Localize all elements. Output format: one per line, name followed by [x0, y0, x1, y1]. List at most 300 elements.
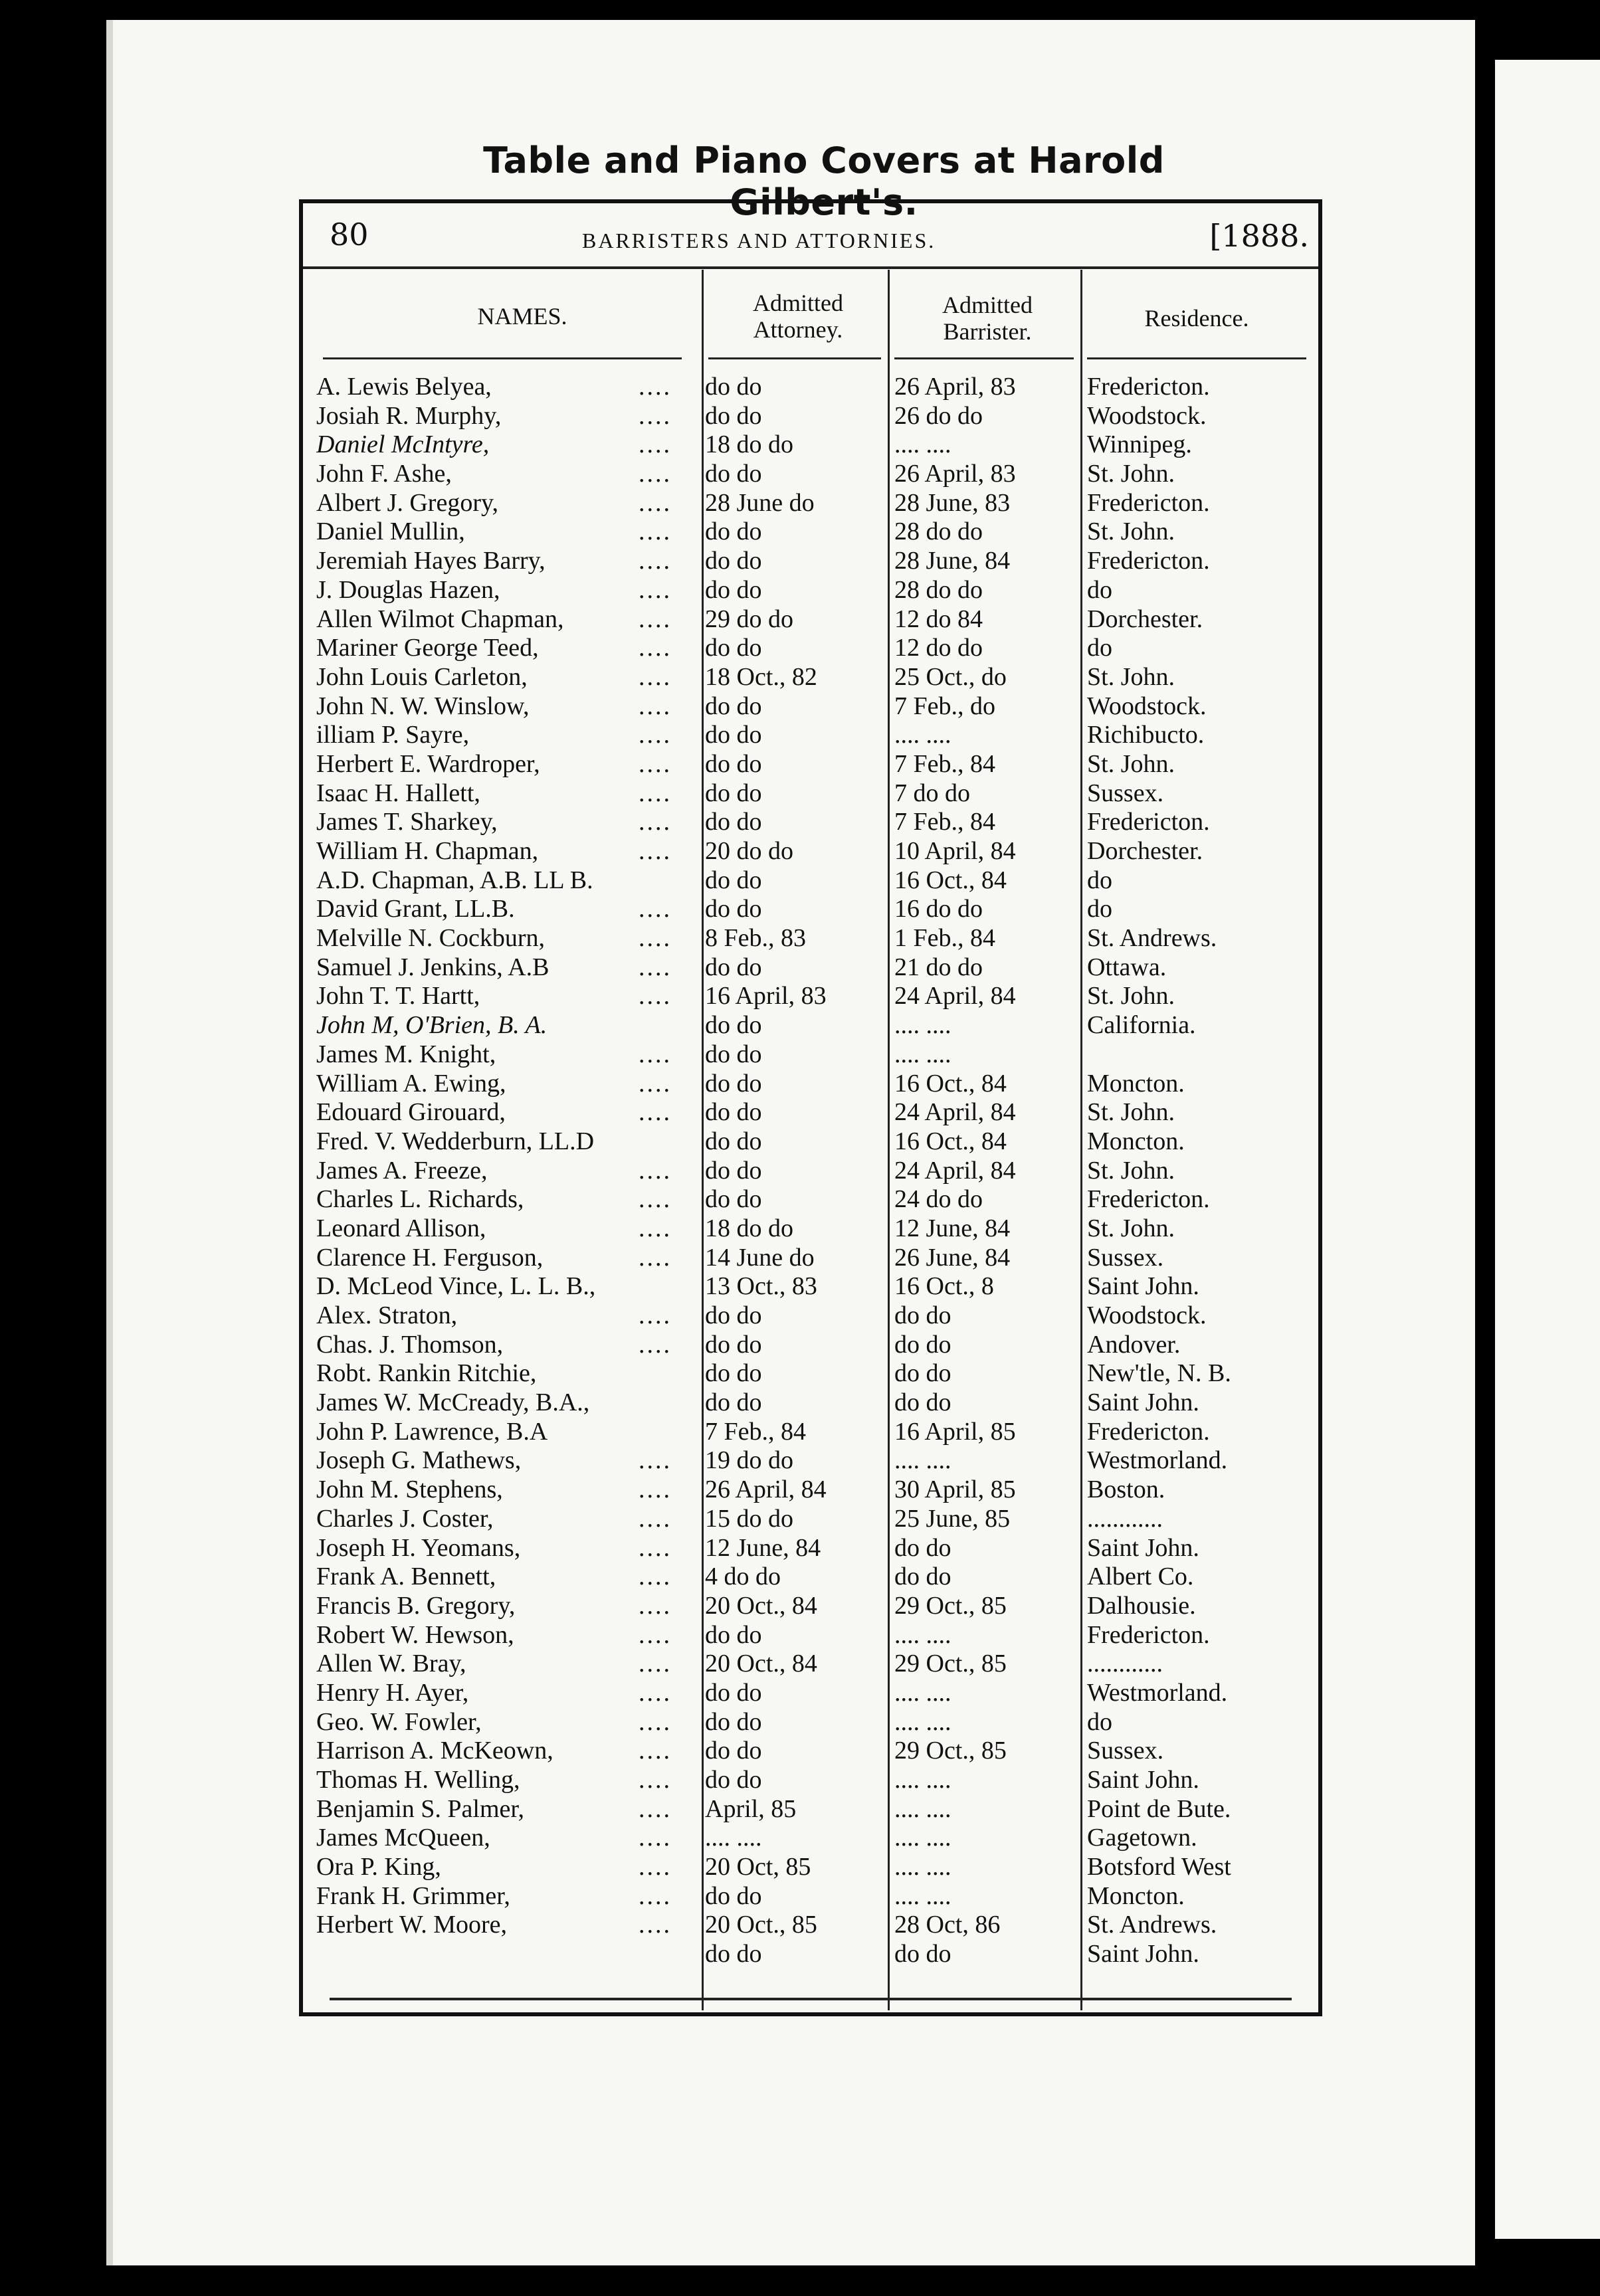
table-row	[303, 1505, 1318, 1534]
admitted-barrister: 16 April, 85	[894, 1417, 1016, 1446]
admitted-attorney: 12 June, 84	[705, 1533, 821, 1562]
admitted-attorney: do do	[705, 460, 762, 488]
entry-name: Ora P. King,	[316, 1853, 441, 1881]
table-row	[303, 1766, 1318, 1795]
leader-dots: ....	[639, 430, 672, 459]
table-row	[303, 721, 1318, 750]
leader-dots: ....	[639, 1911, 672, 1939]
admitted-barrister: 26 April, 83	[894, 460, 1016, 488]
column-header-barrister	[901, 292, 1074, 345]
leader-dots: ....	[639, 953, 672, 981]
entry-name: Thomas H. Welling,	[316, 1766, 520, 1794]
residence: Fredericton.	[1087, 1417, 1210, 1446]
entry-name: David Grant, LL.B.	[316, 895, 515, 923]
residence: do	[1087, 1707, 1112, 1736]
entry-name: Edouard Girouard,	[316, 1098, 506, 1127]
table-row	[303, 779, 1318, 809]
admitted-attorney: do do	[705, 401, 762, 430]
admitted-attorney: 7 Feb., 84	[705, 1417, 806, 1446]
residence: Woodstock.	[1087, 692, 1207, 720]
table-row	[303, 1272, 1318, 1301]
column-header-attorney	[715, 290, 881, 343]
leader-dots: ....	[639, 460, 672, 488]
table-row	[303, 430, 1318, 460]
table-row	[303, 576, 1318, 605]
admitted-attorney: 29 do do	[705, 605, 793, 633]
table-row	[303, 1708, 1318, 1737]
admitted-barrister: 28 do do	[894, 575, 983, 604]
admitted-barrister: .... ....	[894, 1011, 951, 1040]
admitted-barrister: 10 April, 84	[894, 837, 1016, 865]
leader-dots: ....	[639, 1678, 672, 1707]
table-frame	[299, 199, 1322, 2016]
table-row	[303, 1446, 1318, 1476]
top-advertisement: Table and Piano Covers at Harold Gilbert's.	[483, 140, 1165, 223]
entry-name: Harrison A. McKeown,	[316, 1737, 553, 1765]
admitted-attorney: do do	[705, 518, 762, 546]
admitted-barrister: do do	[894, 1563, 951, 1591]
residence: Richibucto.	[1087, 721, 1205, 749]
residence: Fredericton.	[1087, 808, 1210, 836]
table-row	[303, 1244, 1318, 1273]
entry-name: James T. Sharkey,	[316, 808, 498, 836]
residence: St. John.	[1087, 662, 1175, 691]
entry-name: Geo. W. Fowler,	[316, 1707, 482, 1736]
entry-name: Charles J. Coster,	[316, 1504, 494, 1533]
table-row	[303, 1940, 1318, 1969]
entry-name: James W. McCready, B.A.,	[316, 1388, 590, 1417]
admitted-attorney: do do	[705, 1185, 762, 1214]
leader-dots: ....	[639, 1069, 672, 1098]
leader-dots: ....	[639, 1766, 672, 1794]
admitted-attorney: 18 Oct., 82	[705, 662, 817, 691]
residence: St. John.	[1087, 460, 1175, 488]
admitted-attorney: do do	[705, 1040, 762, 1068]
table-row	[303, 1737, 1318, 1766]
residence: do	[1087, 866, 1112, 894]
admitted-attorney: do do	[705, 1388, 762, 1417]
admitted-barrister: 25 Oct., do	[894, 662, 1007, 691]
admitted-attorney: 20 Oct., 84	[705, 1650, 817, 1678]
admitted-attorney: do do	[705, 575, 762, 604]
residence: Botsford West	[1087, 1853, 1231, 1881]
table-row	[303, 1331, 1318, 1360]
admitted-barrister: do do	[894, 1533, 951, 1562]
entry-name: Frank A. Bennett,	[316, 1563, 496, 1591]
residence: do	[1087, 575, 1112, 604]
admitted-barrister: 7 Feb., 84	[894, 749, 995, 778]
residence: Fredericton.	[1087, 547, 1210, 575]
entry-name: William H. Chapman,	[316, 837, 539, 865]
leader-dots: ....	[639, 692, 672, 720]
admitted-attorney: 14 June do	[705, 1243, 815, 1272]
residence: Dorchester.	[1087, 605, 1203, 633]
admitted-barrister: 29 Oct., 85	[894, 1737, 1007, 1765]
entry-name: Fred. V. Wedderburn, LL.D	[316, 1127, 595, 1155]
column-header-names: NAMES.	[477, 303, 567, 330]
admitted-barrister: 16 Oct., 84	[894, 866, 1007, 894]
admitted-barrister: 7 Feb., 84	[894, 808, 995, 836]
admitted-attorney: do do	[705, 1301, 762, 1329]
table-row	[303, 1679, 1318, 1708]
entry-name: James A. Freeze,	[316, 1156, 488, 1185]
table-row	[303, 895, 1318, 924]
entry-name: Robert W. Hewson,	[316, 1620, 514, 1649]
entry-name: John T. T. Hartt,	[316, 982, 480, 1010]
table-row	[303, 1185, 1318, 1214]
admitted-barrister: .... ....	[894, 1040, 951, 1068]
admitted-attorney: do do	[705, 1359, 762, 1388]
admitted-barrister: 7 Feb., do	[894, 692, 995, 720]
entry-name: Josiah R. Murphy,	[316, 401, 502, 430]
entry-name: A. Lewis Belyea,	[316, 373, 492, 401]
column-header-barrister-line2: Barrister.	[943, 318, 1032, 345]
table-body	[303, 373, 1318, 1969]
entry-name: William A. Ewing,	[316, 1069, 506, 1098]
leader-dots: ....	[639, 518, 672, 546]
entry-name: Herbert W. Moore,	[316, 1911, 508, 1939]
residence: do	[1087, 895, 1112, 923]
table-row	[303, 1534, 1318, 1563]
leader-dots: ....	[639, 1563, 672, 1591]
leader-dots: ....	[639, 1476, 672, 1504]
entry-name: Herbert E. Wardroper,	[316, 749, 540, 778]
entry-name: Clarence H. Ferguson,	[316, 1243, 544, 1272]
admitted-barrister: do do	[894, 1359, 951, 1388]
table-row	[303, 373, 1318, 402]
admitted-barrister: .... ....	[894, 1678, 951, 1707]
table-row	[303, 1563, 1318, 1592]
table-row	[303, 1418, 1318, 1447]
table-row	[303, 547, 1318, 576]
admitted-attorney: do do	[705, 1678, 762, 1707]
leader-dots: ....	[639, 721, 672, 749]
residence: Saint John.	[1087, 1388, 1199, 1417]
admitted-barrister: 26 April, 83	[894, 373, 1016, 401]
admitted-attorney: do do	[705, 1620, 762, 1649]
table-row	[303, 1359, 1318, 1388]
admitted-barrister: 16 Oct., 84	[894, 1069, 1007, 1098]
entry-name: Melville N. Cockburn,	[316, 924, 546, 953]
entry-name: John F. Ashe,	[316, 460, 452, 488]
residence: Dalhousie.	[1087, 1591, 1196, 1620]
admitted-barrister: 24 April, 84	[894, 1156, 1016, 1185]
admitted-attorney: 19 do do	[705, 1446, 793, 1475]
residence: Woodstock.	[1087, 1301, 1207, 1329]
leader-dots: ....	[639, 1650, 672, 1678]
admitted-attorney: 18 do do	[705, 430, 793, 459]
leader-dots: ....	[639, 1591, 672, 1620]
admitted-barrister: 29 Oct., 85	[894, 1650, 1007, 1678]
table-row	[303, 489, 1318, 518]
entry-name: Daniel Mullin,	[316, 518, 465, 546]
admitted-barrister: 28 June, 84	[894, 547, 1011, 575]
entry-name: Allen Wilmot Chapman,	[316, 605, 564, 633]
admitted-barrister: 16 Oct., 84	[894, 1127, 1007, 1155]
admitted-barrister: 1 Feb., 84	[894, 924, 995, 953]
admitted-attorney: do do	[705, 866, 762, 894]
residence: Dorchester.	[1087, 837, 1203, 865]
entry-name: Daniel McIntyre,	[316, 430, 490, 459]
entry-name: illiam P. Sayre,	[316, 721, 470, 749]
table-row	[303, 460, 1318, 489]
residence: Fredericton.	[1087, 1620, 1210, 1649]
residence: Sussex.	[1087, 1737, 1164, 1765]
entry-name: Allen W. Bray,	[316, 1650, 466, 1678]
header-underline-3	[894, 357, 1074, 359]
admitted-attorney: do do	[705, 779, 762, 807]
admitted-barrister: do do	[894, 1940, 951, 1968]
header-underline-2	[708, 357, 881, 359]
leader-dots: ....	[639, 1185, 672, 1214]
residence: St. John.	[1087, 1098, 1175, 1127]
entry-name: Frank H. Grimmer,	[316, 1881, 510, 1910]
leader-dots: ....	[639, 1881, 672, 1910]
admitted-attorney: 20 Oct., 84	[705, 1591, 817, 1620]
entry-name: Jeremiah Hayes Barry,	[316, 547, 546, 575]
residence: Saint John.	[1087, 1940, 1199, 1968]
table-row	[303, 634, 1318, 663]
leader-dots: ....	[639, 662, 672, 691]
admitted-barrister: 16 Oct., 8	[894, 1272, 994, 1301]
entry-name: John N. W. Winslow,	[316, 692, 530, 720]
entry-name: Alex. Straton,	[316, 1301, 458, 1329]
admitted-attorney: 20 Oct, 85	[705, 1853, 811, 1881]
residence: Fredericton.	[1087, 488, 1210, 517]
residence: Albert Co.	[1087, 1563, 1194, 1591]
admitted-barrister: 24 do do	[894, 1185, 983, 1214]
admitted-attorney: do do	[705, 1737, 762, 1765]
bottom-rule	[330, 1998, 1292, 2000]
entry-name: A.D. Chapman, A.B. LL B.	[316, 866, 593, 894]
residence: St. John.	[1087, 749, 1175, 778]
admitted-barrister: .... ....	[894, 721, 951, 749]
admitted-barrister: 28 June, 83	[894, 488, 1011, 517]
residence: ............	[1087, 1650, 1163, 1678]
leader-dots: ....	[639, 982, 672, 1010]
table-row	[303, 953, 1318, 983]
admitted-barrister: .... ....	[894, 1853, 951, 1881]
admitted-barrister: 12 do 84	[894, 605, 983, 633]
admitted-attorney: 28 June do	[705, 488, 815, 517]
admitted-barrister: do do	[894, 1330, 951, 1359]
table-row	[303, 1040, 1318, 1070]
entry-name: John P. Lawrence, B.A	[316, 1417, 548, 1446]
residence: Point de Bute.	[1087, 1794, 1231, 1823]
leader-dots: ....	[639, 605, 672, 633]
residence: St. John.	[1087, 1156, 1175, 1185]
table-row	[303, 692, 1318, 721]
table-row	[303, 837, 1318, 866]
leader-dots: ....	[639, 1156, 672, 1185]
table-row	[303, 1853, 1318, 1882]
admitted-attorney: do do	[705, 895, 762, 923]
admitted-attorney: do do	[705, 692, 762, 720]
residence: Ottawa.	[1087, 953, 1167, 981]
leader-dots: ....	[639, 1214, 672, 1242]
admitted-attorney: do do	[705, 1330, 762, 1359]
residence: Saint John.	[1087, 1533, 1199, 1562]
entry-name: Charles L. Richards,	[316, 1185, 524, 1214]
table-row	[303, 1388, 1318, 1418]
leader-dots: ....	[639, 634, 672, 662]
residence: Gagetown.	[1087, 1824, 1197, 1852]
residence: St. John.	[1087, 1214, 1175, 1242]
table-row	[303, 518, 1318, 547]
table-row	[303, 605, 1318, 634]
admitted-barrister: 28 do do	[894, 518, 983, 546]
admitted-attorney: do do	[705, 634, 762, 662]
residence: Moncton.	[1087, 1069, 1185, 1098]
residence: St. Andrews.	[1087, 924, 1217, 953]
entry-name: Chas. J. Thomson,	[316, 1330, 504, 1359]
admitted-attorney: April, 85	[705, 1794, 797, 1823]
table-row	[303, 1824, 1318, 1853]
admitted-barrister: .... ....	[894, 1794, 951, 1823]
residence: California.	[1087, 1011, 1196, 1040]
leader-dots: ....	[639, 1098, 672, 1127]
admitted-barrister: 12 June, 84	[894, 1214, 1011, 1242]
table-row	[303, 1098, 1318, 1127]
table-row	[303, 663, 1318, 692]
leader-dots: ....	[639, 1301, 672, 1329]
admitted-attorney: do do	[705, 1069, 762, 1098]
entry-name: D. McLeod Vince, L. L. B.,	[316, 1272, 596, 1301]
table-row	[303, 1070, 1318, 1099]
admitted-attorney: do do	[705, 547, 762, 575]
leader-dots: ....	[639, 895, 672, 923]
admitted-barrister: 26 do do	[894, 401, 983, 430]
leader-dots: ....	[639, 1737, 672, 1765]
running-head: BARRISTERS AND ATTORNIES.	[582, 229, 936, 252]
residence: Westmorland.	[1087, 1446, 1228, 1475]
admitted-attorney: do do	[705, 749, 762, 778]
table-row	[303, 1214, 1318, 1244]
admitted-barrister: .... ....	[894, 1707, 951, 1736]
column-header-attorney-line1: Admitted	[753, 290, 843, 316]
residence: Boston.	[1087, 1476, 1165, 1504]
admitted-attorney: 20 do do	[705, 837, 793, 865]
page-number: 80	[330, 217, 369, 252]
table-row	[303, 866, 1318, 896]
header-underline-1	[323, 357, 682, 359]
admitted-attorney: 13 Oct., 83	[705, 1272, 817, 1301]
admitted-attorney: do do	[705, 1766, 762, 1794]
table-row	[303, 982, 1318, 1011]
header-underline-4	[1087, 357, 1306, 359]
entry-name: Benjamin S. Palmer,	[316, 1794, 524, 1823]
leader-dots: ....	[639, 924, 672, 953]
admitted-barrister: .... ....	[894, 430, 951, 459]
table-row	[303, 1592, 1318, 1621]
leader-dots: ....	[639, 1620, 672, 1649]
entry-name: Samuel J. Jenkins, A.B	[316, 953, 550, 981]
leader-dots: ....	[639, 1330, 672, 1359]
residence: St. Andrews.	[1087, 1911, 1217, 1939]
residence: St. John.	[1087, 982, 1175, 1010]
admitted-barrister: 26 June, 84	[894, 1243, 1011, 1272]
table-row	[303, 1476, 1318, 1505]
column-headers	[303, 280, 1318, 366]
admitted-attorney: 15 do do	[705, 1504, 793, 1533]
entry-name: Albert J. Gregory,	[316, 488, 499, 517]
admitted-attorney: do do	[705, 721, 762, 749]
admitted-barrister: .... ....	[894, 1620, 951, 1649]
entry-name: Francis B. Gregory,	[316, 1591, 516, 1620]
leader-dots: ....	[639, 837, 672, 865]
table-row	[303, 1650, 1318, 1679]
admitted-attorney: 8 Feb., 83	[705, 924, 806, 953]
leader-dots: ....	[639, 575, 672, 604]
residence: Woodstock.	[1087, 401, 1207, 430]
entry-name: Joseph G. Mathews,	[316, 1446, 522, 1475]
admitted-attorney: do do	[705, 1707, 762, 1736]
leader-dots: ....	[639, 808, 672, 836]
entry-name: Isaac H. Hallett,	[316, 779, 480, 807]
table-row	[303, 1011, 1318, 1040]
entry-name: Robt. Rankin Ritchie,	[316, 1359, 537, 1388]
admitted-barrister: 25 June, 85	[894, 1504, 1011, 1533]
leader-dots: ....	[639, 1533, 672, 1562]
residence: Saint John.	[1087, 1272, 1199, 1301]
residence: Fredericton.	[1087, 373, 1210, 401]
column-header-residence: Residence.	[1144, 305, 1249, 332]
admitted-attorney: do do	[705, 1156, 762, 1185]
leader-dots: ....	[639, 1824, 672, 1852]
table-row	[303, 402, 1318, 431]
leader-dots: ....	[639, 1504, 672, 1533]
residence: Winnipeg.	[1087, 430, 1192, 459]
page-header	[303, 203, 1318, 269]
adjacent-page-edge	[1495, 60, 1600, 2239]
entry-name: John M, O'Brien, B. A.	[316, 1011, 548, 1040]
table-row	[303, 1882, 1318, 1911]
table-row	[303, 1301, 1318, 1331]
admitted-barrister: .... ....	[894, 1881, 951, 1910]
entry-name: Mariner George Teed,	[316, 634, 539, 662]
year-label: [1888.	[1209, 218, 1309, 254]
admitted-attorney: do do	[705, 1127, 762, 1155]
residence: Sussex.	[1087, 779, 1164, 807]
admitted-barrister: .... ....	[894, 1824, 951, 1852]
residence: Sussex.	[1087, 1243, 1164, 1272]
column-header-barrister-line1: Admitted	[942, 292, 1033, 318]
admitted-attorney: 18 do do	[705, 1214, 793, 1242]
admitted-barrister: 12 do do	[894, 634, 983, 662]
admitted-attorney: do do	[705, 1098, 762, 1127]
leader-dots: ....	[639, 488, 672, 517]
leader-dots: ....	[639, 373, 672, 401]
admitted-barrister: 30 April, 85	[894, 1476, 1016, 1504]
residence: New'tle, N. B.	[1087, 1359, 1231, 1388]
admitted-attorney: do do	[705, 373, 762, 401]
leader-dots: ....	[639, 1853, 672, 1881]
entry-name: J. Douglas Hazen,	[316, 575, 500, 604]
admitted-barrister: 21 do do	[894, 953, 983, 981]
admitted-attorney: do do	[705, 1881, 762, 1910]
admitted-attorney: do do	[705, 1940, 762, 1968]
table-row	[303, 1157, 1318, 1186]
residence: Westmorland.	[1087, 1678, 1228, 1707]
admitted-barrister: do do	[894, 1301, 951, 1329]
leader-dots: ....	[639, 1040, 672, 1068]
table-row	[303, 1911, 1318, 1940]
entry-name: Leonard Allison,	[316, 1214, 486, 1242]
residence: Fredericton.	[1087, 1185, 1210, 1214]
admitted-barrister: 7 do do	[894, 779, 970, 807]
admitted-attorney: do do	[705, 953, 762, 981]
entry-name: John M. Stephens,	[316, 1476, 503, 1504]
